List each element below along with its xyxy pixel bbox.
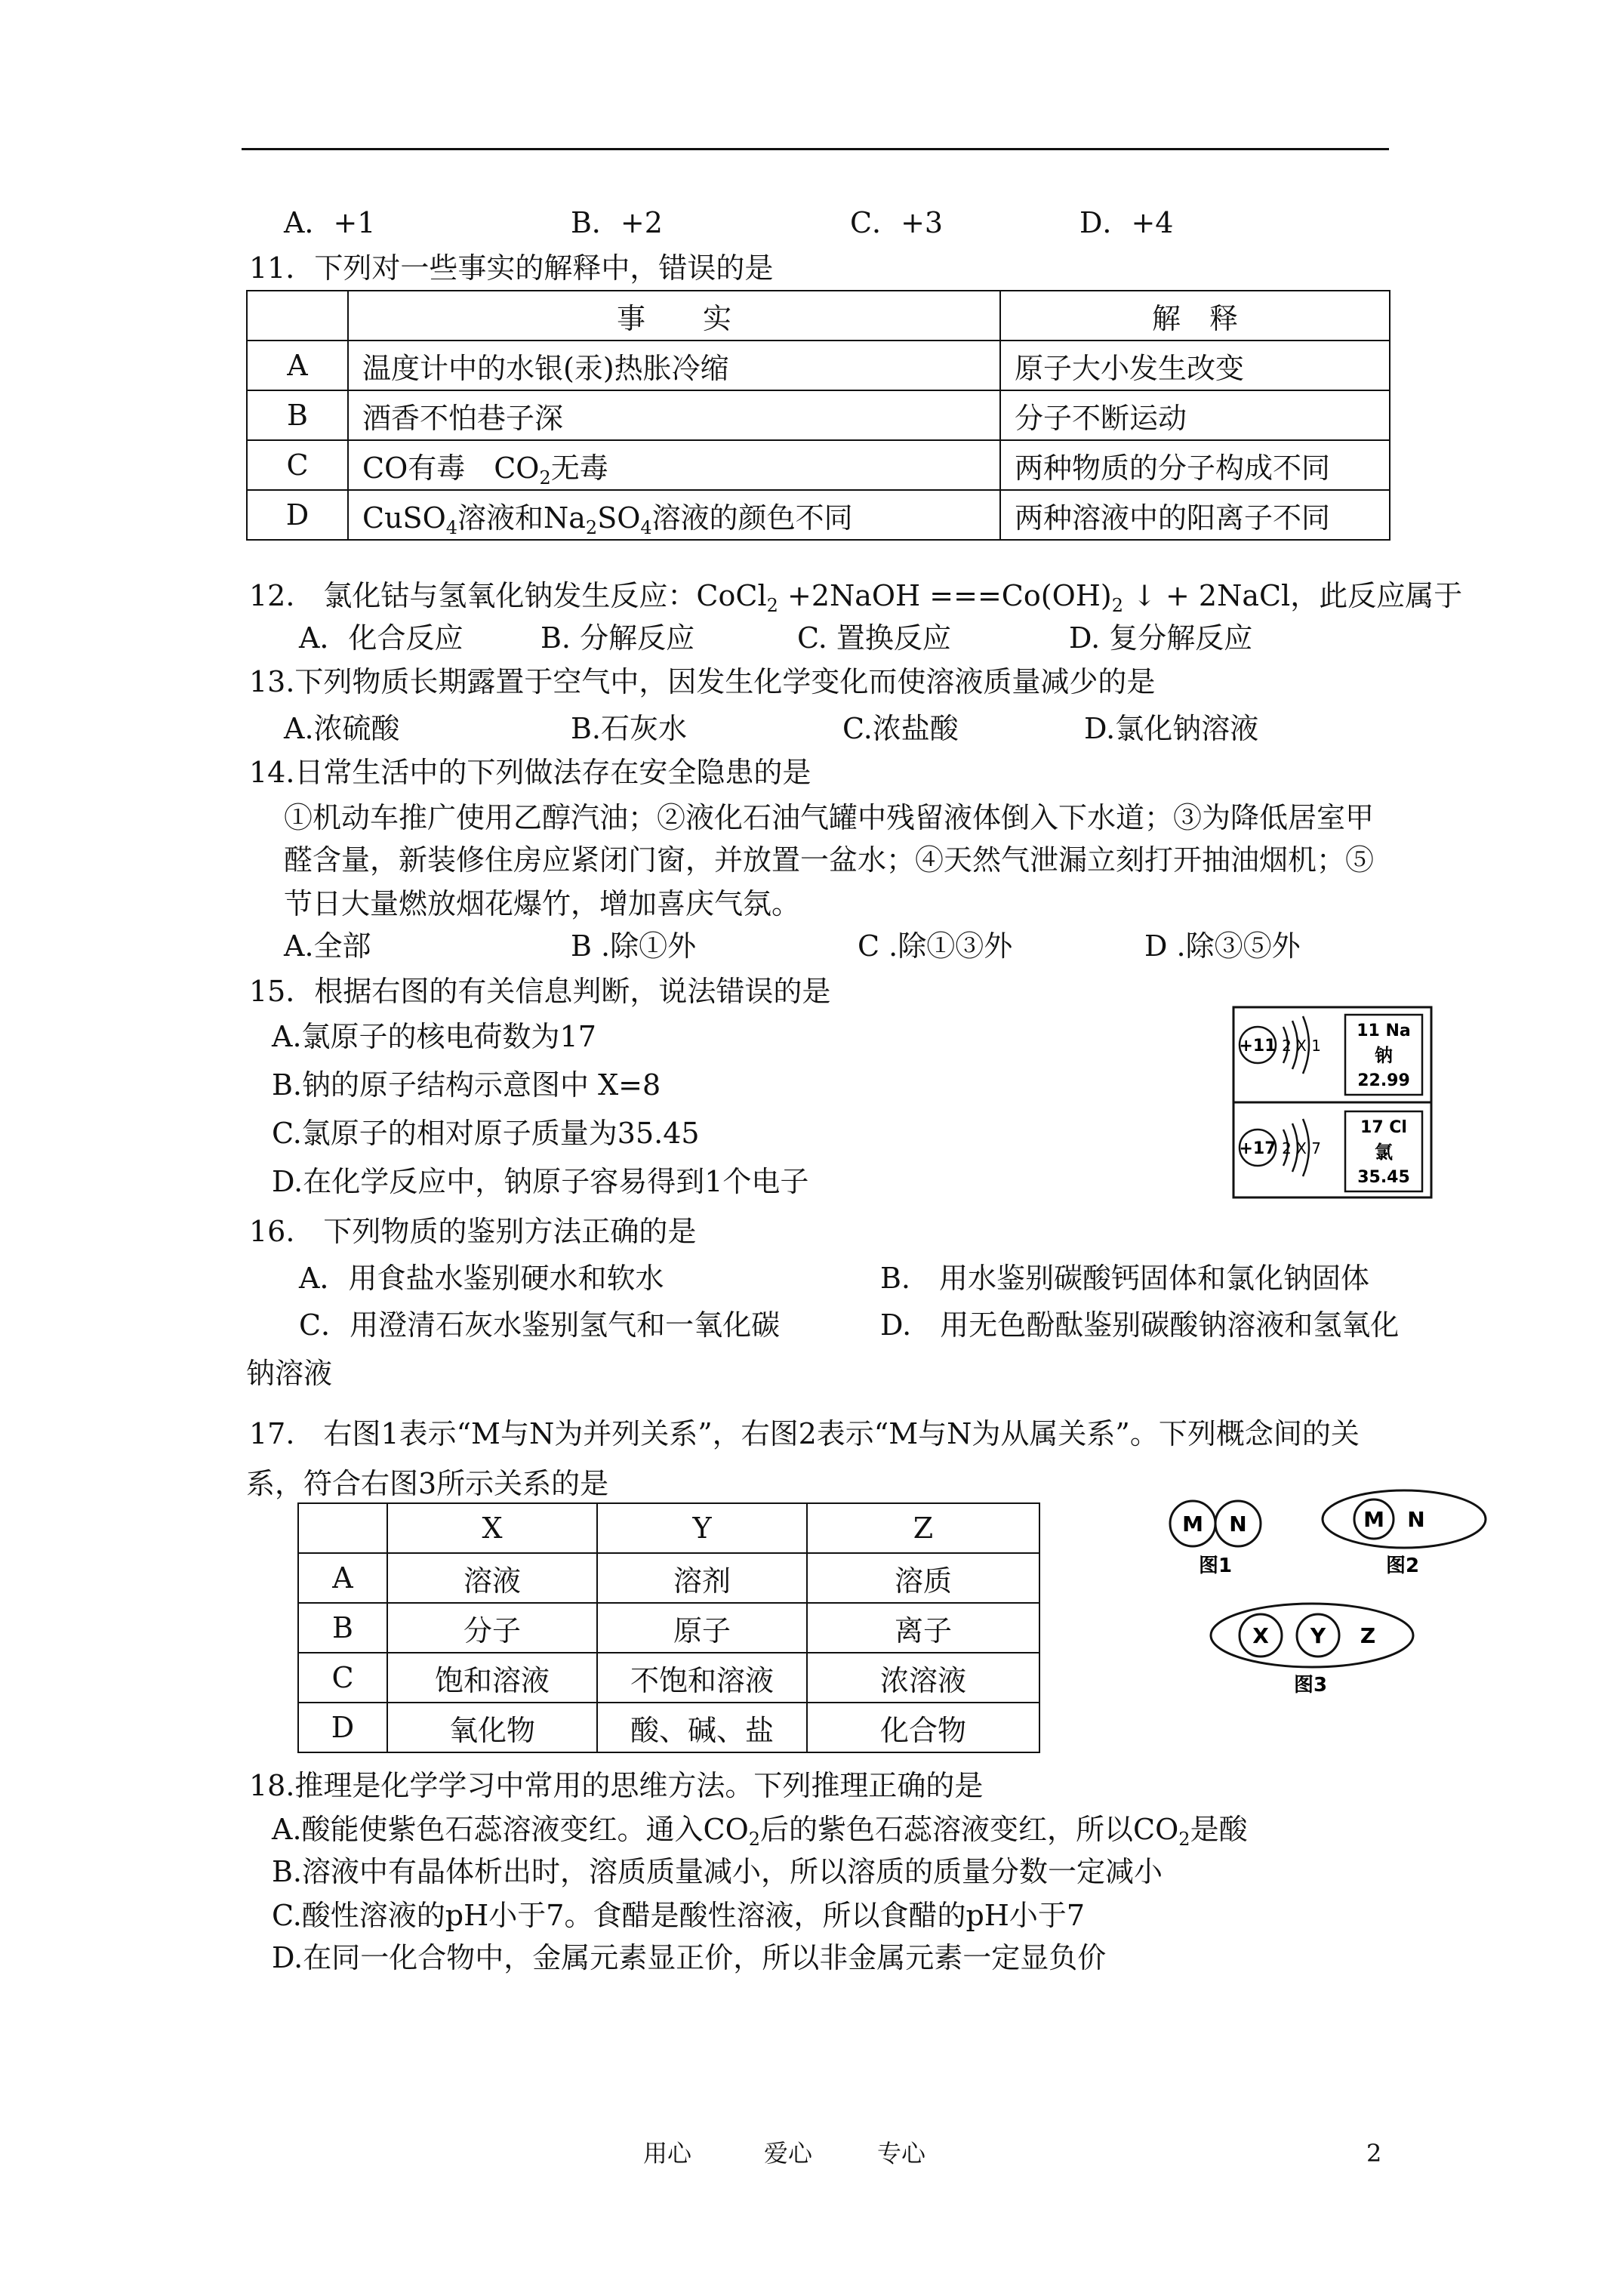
- q13-option-d: D.氯化钠溶液: [1084, 712, 1259, 745]
- q18-option-c: C.酸性溶液的pH小于7。食醋是酸性溶液，所以食醋的pH小于7: [272, 1899, 1086, 1932]
- fig2-label-m: M: [1363, 1507, 1384, 1532]
- fig3-label-z: Z: [1360, 1623, 1376, 1648]
- q16-option-d-cont: 钠溶液: [246, 1357, 333, 1390]
- q16-option-a: A．用食盐水鉴别硬水和软水: [299, 1262, 664, 1295]
- sodium-name: 钠: [1375, 1045, 1393, 1066]
- q15-option-a: A.氯原子的核电荷数为17: [272, 1020, 596, 1053]
- fig1-label-n: N: [1229, 1512, 1247, 1536]
- q18-option-b: B.溶液中有晶体析出时，溶质质量减小，所以溶质的质量分数一定减小: [272, 1855, 1163, 1888]
- table-row: A 温度计中的水银(汞)热胀冷缩 原子大小发生改变: [247, 341, 1390, 390]
- q14-option-b: B .除①外: [571, 929, 697, 963]
- q16-option-d: D. 用无色酚酞鉴别碳酸钠溶液和氢氧化: [880, 1308, 1400, 1342]
- q15-option-b: B.钠的原子结构示意图中 X=8: [272, 1068, 661, 1102]
- q12-option-b: B. 分解反应: [540, 621, 695, 655]
- fig3-caption: 图3: [1293, 1674, 1328, 1697]
- table-row: D 氧化物 酸、碱、盐 化合物: [298, 1703, 1039, 1752]
- q13-option-a: A.浓硫酸: [284, 712, 400, 745]
- q16-stem: 16. 下列物质的鉴别方法正确的是: [249, 1215, 697, 1248]
- q18-option-d: D.在同一化合物中，金属元素显正价，所以非金属元素一定显负价: [272, 1941, 1107, 1974]
- q15-stem: 15．根据右图的有关信息判断，说法错误的是: [249, 975, 831, 1008]
- q18-option-a: A.酸能使紫色石蕊溶液变红。通入$CO_2$后的紫色石蕊溶液变红，所以$CO_2$是酸: [272, 1813, 1248, 1850]
- chlorine-mass: 35.45: [1357, 1168, 1410, 1187]
- q18-stem: 18.推理是化学学习中常用的思维方法。下列推理正确的是: [249, 1769, 984, 1802]
- set-relation-figures: [1163, 1487, 1495, 1714]
- q14-option-d: D .除③⑤外: [1144, 929, 1301, 963]
- q11-table: [246, 290, 1390, 541]
- table-row: B 酒香不怕巷子深 分子不断运动: [247, 390, 1390, 440]
- footer-item: 用心: [643, 2139, 692, 2168]
- q13-option-c: C.浓盐酸: [842, 712, 959, 745]
- q13-stem: 13.下列物质长期露置于空气中，因发生化学变化而使溶液质量减少的是: [249, 665, 1156, 698]
- q10-option-b: B．+2: [571, 206, 663, 239]
- q10-option-c: C．+3: [850, 206, 944, 239]
- header-rule: [242, 148, 1389, 150]
- table-row: X Y Z: [298, 1503, 1039, 1553]
- q14-line-2: 醛含量，新装修住房应紧闭门窗，并放置一盆水；④天然气泄漏立刻打开抽油烟机；⑤: [284, 843, 1375, 877]
- table-row: C CO有毒 $CO_2$无毒 两种物质的分子构成不同: [247, 440, 1390, 490]
- footer-item: 爱心: [764, 2139, 813, 2168]
- chlorine-name: 氯: [1375, 1142, 1393, 1163]
- q15-option-d: D.在化学反应中，钠原子容易得到1个电子: [272, 1165, 809, 1198]
- q11-stem: 11．下列对一些事实的解释中，错误的是: [249, 251, 774, 285]
- q14-line-3: 节日大量燃放烟花爆竹，增加喜庆气氛。: [284, 887, 801, 920]
- fig3-label-y: Y: [1310, 1623, 1326, 1648]
- fig2-caption: 图2: [1385, 1555, 1420, 1577]
- q11-header-fact: 事 实: [348, 291, 1000, 341]
- table-row: D CuSO$_4$溶液和$Na_2SO_4$溶液的颜色不同 两种溶液中的阳离子不同: [247, 490, 1390, 540]
- sodium-symbol: 11 Na: [1357, 1022, 1411, 1040]
- q14-line-1: ①机动车推广使用乙醇汽油；②液化石油气罐中残留液体倒入下水道；③为降低居室甲: [284, 801, 1375, 834]
- page-number: 2: [1366, 2139, 1382, 2168]
- atom-structure-figure: [1230, 1004, 1434, 1208]
- q14-stem: 14.日常生活中的下列做法存在安全隐患的是: [249, 756, 812, 789]
- q17-line-1: 17. 右图1表示“M与N为并列关系”，右图2表示“M与N为从属关系”。下列概念间的关: [249, 1417, 1360, 1450]
- q16-option-c: C．用澄清石灰水鉴别氢气和一氧化碳: [299, 1308, 781, 1342]
- q11-header-explain: 解 释: [1000, 291, 1390, 341]
- fig2-ellipse-n: [1323, 1490, 1486, 1548]
- fig1-label-m: M: [1182, 1512, 1203, 1536]
- table-row: B 分子 原子 离子: [298, 1603, 1039, 1653]
- chlorine-shell-numbers: 2 X 7: [1282, 1139, 1321, 1157]
- table-row: A 溶液 溶剂 溶质: [298, 1553, 1039, 1603]
- q10-option-a: A．+1: [284, 206, 376, 239]
- footer-item: 专心: [877, 2139, 926, 2168]
- sodium-mass: 22.99: [1357, 1071, 1410, 1090]
- q14-option-a: A.全部: [284, 929, 371, 963]
- fig2-label-n: N: [1407, 1507, 1425, 1532]
- q12-option-c: C. 置换反应: [797, 621, 951, 655]
- fig1-caption: 图1: [1198, 1555, 1233, 1577]
- q15-option-c: C.氯原子的相对原子质量为35.45: [272, 1117, 700, 1150]
- q12-stem: 12. 氯化钴与氢氧化钠发生反应：CoCl$_2$ +2NaOH $===Co(OH)_2$ ↓ + 2NaCl，此反应属于: [249, 579, 1463, 616]
- q14-option-c: C .除①③外: [858, 929, 1013, 963]
- q12-option-d: D. 复分解反应: [1069, 621, 1253, 655]
- chlorine-nucleus-label: +17: [1239, 1139, 1277, 1158]
- sodium-nucleus-label: +11: [1239, 1037, 1277, 1056]
- q12-option-a: A．化合反应: [299, 621, 463, 655]
- q13-option-b: B.石灰水: [571, 712, 688, 745]
- q17-line-2: 系，符合右图3所示关系的是: [246, 1467, 609, 1500]
- table-row: [247, 291, 1390, 341]
- fig3-label-x: X: [1252, 1623, 1269, 1648]
- q10-option-d: D．+4: [1079, 206, 1174, 239]
- q17-table: [297, 1502, 1040, 1753]
- q16-option-b: B. 用水鉴别碳酸钙固体和氯化钠固体: [880, 1262, 1370, 1295]
- table-row: C 饱和溶液 不饱和溶液 浓溶液: [298, 1653, 1039, 1703]
- sodium-shell-numbers: 2 X 1: [1282, 1037, 1321, 1055]
- chlorine-symbol: 17 Cl: [1360, 1118, 1407, 1137]
